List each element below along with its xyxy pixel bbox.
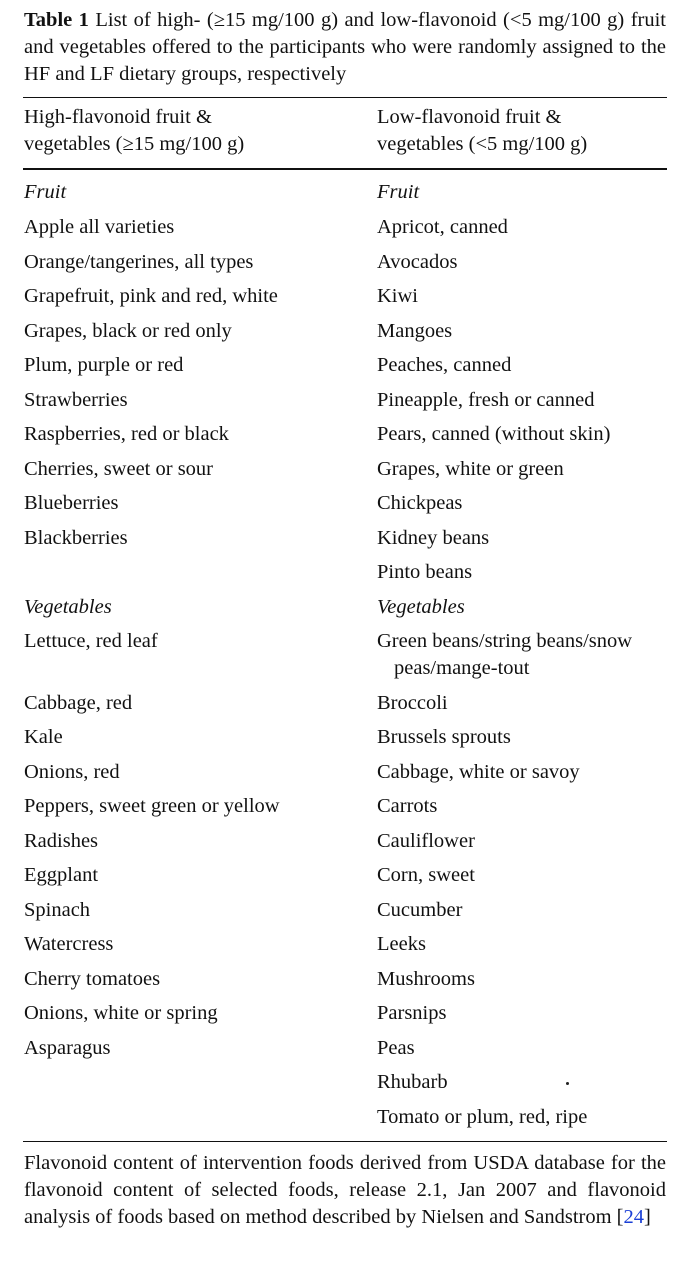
table-cell: Avocados	[377, 251, 458, 273]
section-heading-vegetables: Vegetables	[24, 596, 112, 618]
table-cell: Parsnips	[377, 1002, 447, 1024]
table-cell: Kidney beans	[377, 527, 490, 549]
table-cell: Apricot, canned	[377, 216, 508, 238]
table-cell: Asparagus	[24, 1037, 111, 1059]
table-cell: Brussels sprouts	[377, 726, 511, 748]
table-cell: Radishes	[24, 830, 99, 852]
stray-dot	[566, 1082, 569, 1085]
table-cell: Pinto beans	[377, 561, 473, 583]
footnote-close-bracket: ]	[644, 1206, 651, 1228]
table-cell: Mushrooms	[377, 968, 475, 990]
green-beans-line2: peas/mange-tout	[394, 657, 530, 679]
table-cell: Cauliflower	[377, 830, 475, 852]
table-cell: Apple all varieties	[24, 216, 175, 238]
table-cell: Corn, sweet	[377, 864, 475, 886]
table-cell: Blackberries	[24, 527, 128, 549]
header-high-flavonoid	[24, 104, 344, 158]
header-right-line1: Low-flavonoid fruit &	[377, 106, 562, 128]
table-cell: Peppers, sweet green or yellow	[24, 795, 280, 817]
table-cell: Peas	[377, 1037, 415, 1059]
table-cell: Broccoli	[377, 692, 448, 714]
table-cell: Cucumber	[377, 899, 463, 921]
caption-text: List of high- (≥15 mg/100 g) and low-flavonoid (<5 mg/100 g) fruit and vegetables offered to the participants who were randomly assigned to the HF and LF dietary groups, respectively	[24, 9, 666, 85]
table-cell: Tomato or plum, red, ripe	[377, 1106, 588, 1128]
table-cell-multiline	[377, 628, 667, 682]
footnote-text: Flavonoid content of intervention foods derived from USDA database for the flavonoid content of selected foods, release 2.1, Jan 2007 and flavonoid analysis of foods based on method described by Nielsen and Sandstrom [	[24, 1152, 666, 1228]
table-footnote	[24, 1150, 666, 1231]
section-heading-fruit: Fruit	[377, 181, 420, 203]
table-cell: Grapefruit, pink and red, white	[24, 285, 278, 307]
table-cell: Orange/tangerines, all types	[24, 251, 254, 273]
table-cell: Onions, red	[24, 761, 120, 783]
table-cell: Carrots	[377, 795, 438, 817]
table-cell: Kiwi	[377, 285, 418, 307]
section-heading-vegetables: Vegetables	[377, 596, 465, 618]
table-cell: Spinach	[24, 899, 91, 921]
table-cell: Cherry tomatoes	[24, 968, 161, 990]
table-cell: Chickpeas	[377, 492, 463, 514]
table-cell: Cabbage, red	[24, 692, 133, 714]
section-heading-fruit: Fruit	[24, 181, 67, 203]
table-cell: Grapes, black or red only	[24, 320, 232, 342]
table-cell: Rhubarb	[377, 1071, 448, 1093]
top-rule	[23, 97, 667, 98]
table-cell: Onions, white or spring	[24, 1002, 218, 1024]
reference-link[interactable]: 24	[623, 1206, 645, 1228]
table-cell: Mangoes	[377, 320, 453, 342]
table-cell: Peaches, canned	[377, 354, 512, 376]
table-cell: Leeks	[377, 933, 426, 955]
table-cell: Cabbage, white or savoy	[377, 761, 580, 783]
table-cell: Watercress	[24, 933, 114, 955]
green-beans-line1: Green beans/string beans/snow	[377, 630, 633, 652]
table-cell: Raspberries, red or black	[24, 423, 229, 445]
table-cell: Grapes, white or green	[377, 458, 564, 480]
table-cell: Blueberries	[24, 492, 119, 514]
header-left-line1: High-flavonoid fruit &	[24, 106, 212, 128]
table-cell: Lettuce, red leaf	[24, 630, 158, 652]
table-cell: Eggplant	[24, 864, 99, 886]
table-cell: Plum, purple or red	[24, 354, 184, 376]
table-caption	[24, 7, 666, 88]
header-rule	[23, 168, 667, 170]
table-cell: Pears, canned (without skin)	[377, 423, 611, 445]
table-cell: Strawberries	[24, 389, 128, 411]
header-right-line2: vegetables (<5 mg/100 g)	[377, 133, 588, 155]
header-low-flavonoid	[377, 104, 667, 158]
bottom-rule	[23, 1141, 667, 1142]
table-cell: Cherries, sweet or sour	[24, 458, 214, 480]
table-label: Table 1	[24, 9, 89, 31]
table-cell: Pineapple, fresh or canned	[377, 389, 595, 411]
header-left-line2: vegetables (≥15 mg/100 g)	[24, 133, 245, 155]
table-cell: Kale	[24, 726, 63, 748]
